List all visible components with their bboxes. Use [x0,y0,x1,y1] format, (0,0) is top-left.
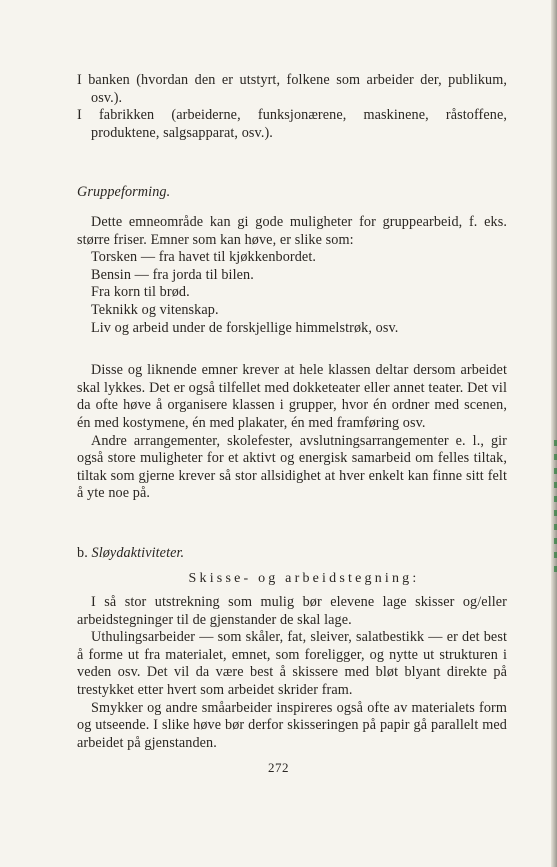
section-b-paragraph-jewelry: Smykker og andre småarbeider inspireres også ofte av materialets form og utseende. I slike høve bør derfor skisseringen på papir gå parallelt med arbeidet på gjenstanden. [77,699,507,751]
gruppeforming-heading: Gruppeforming. [77,184,171,201]
page-body [77,72,507,752]
list-item: Liv og arbeid under de forskjellige himmelstrøk, osv. [91,319,399,336]
gruppeforming-list [77,249,507,337]
intro-line-factory: I fabrikken (arbeiderne, funksjonærene, maskinene, råstoffene, produktene, salgsapparat, osv.). [77,107,507,141]
page-number: 272 [268,760,289,775]
gruppeforming-intro: Dette emneområde kan gi gode muligheter for gruppearbeid, f. eks. større friser. Emner som kan høve, er slike som: [77,213,507,248]
list-item: Fra korn til brød. [91,284,190,301]
section-b-paragraph-sketches: I så stor utstrekning som mulig bør elevene lage skisser og/eller arbeidstegninger til de gjenstander de skal lage. [77,594,507,628]
section-b-heading [77,545,507,563]
section-b-title: Sløydaktiviteter. [91,544,185,561]
list-item: Bensin — fra jorda til bilen. [91,266,254,283]
list-item: Teknikk og vitenskap. [91,301,219,318]
paragraph-events: Andre arrangementer, skolefester, avslutningsarrangementer e. l., gir også store muligheter for et aktivt og energisk samarbeid om felles tiltak, tiltak som gjerne krever så stor allsidighet at hver enkelt kan finne sitt felt å yte noe på. [77,432,507,502]
section-b-paragraph-hollowing: Uthulingsarbeider — som skåler, fat, sleiver, salatbestikk — er det best å forme ut fra materialet, emnet, som foreligger, og nytte ut strukturen i veden osv. Det vil da være best å skissere med bløt blyant direkte på trestykket etter hvert som arbeidet skrider fram. [77,629,507,699]
section-b-subheading: Skisse- og arbeidstegning: [188,571,420,587]
list-item: Torsken — fra havet til kjøkkenbordet. [91,249,317,266]
section-b-label: b. [77,544,88,561]
intro-line-bank: I banken (hvordan den er utstyrt, folkene som arbeider der, publikum, osv.). [77,72,507,106]
page-edge-shadow [551,0,557,867]
paragraph-teamwork: Disse og liknende emner krever at hele klassen deltar dersom arbeidet skal lykkes. Det er også tilfellet med dokketeater eller annet teater. Det vil da ofte høve å organisere klassen i grupper, hvor én ordner med scenen, én med kostymene, én med plakater, én med framføring osv. [77,362,507,431]
